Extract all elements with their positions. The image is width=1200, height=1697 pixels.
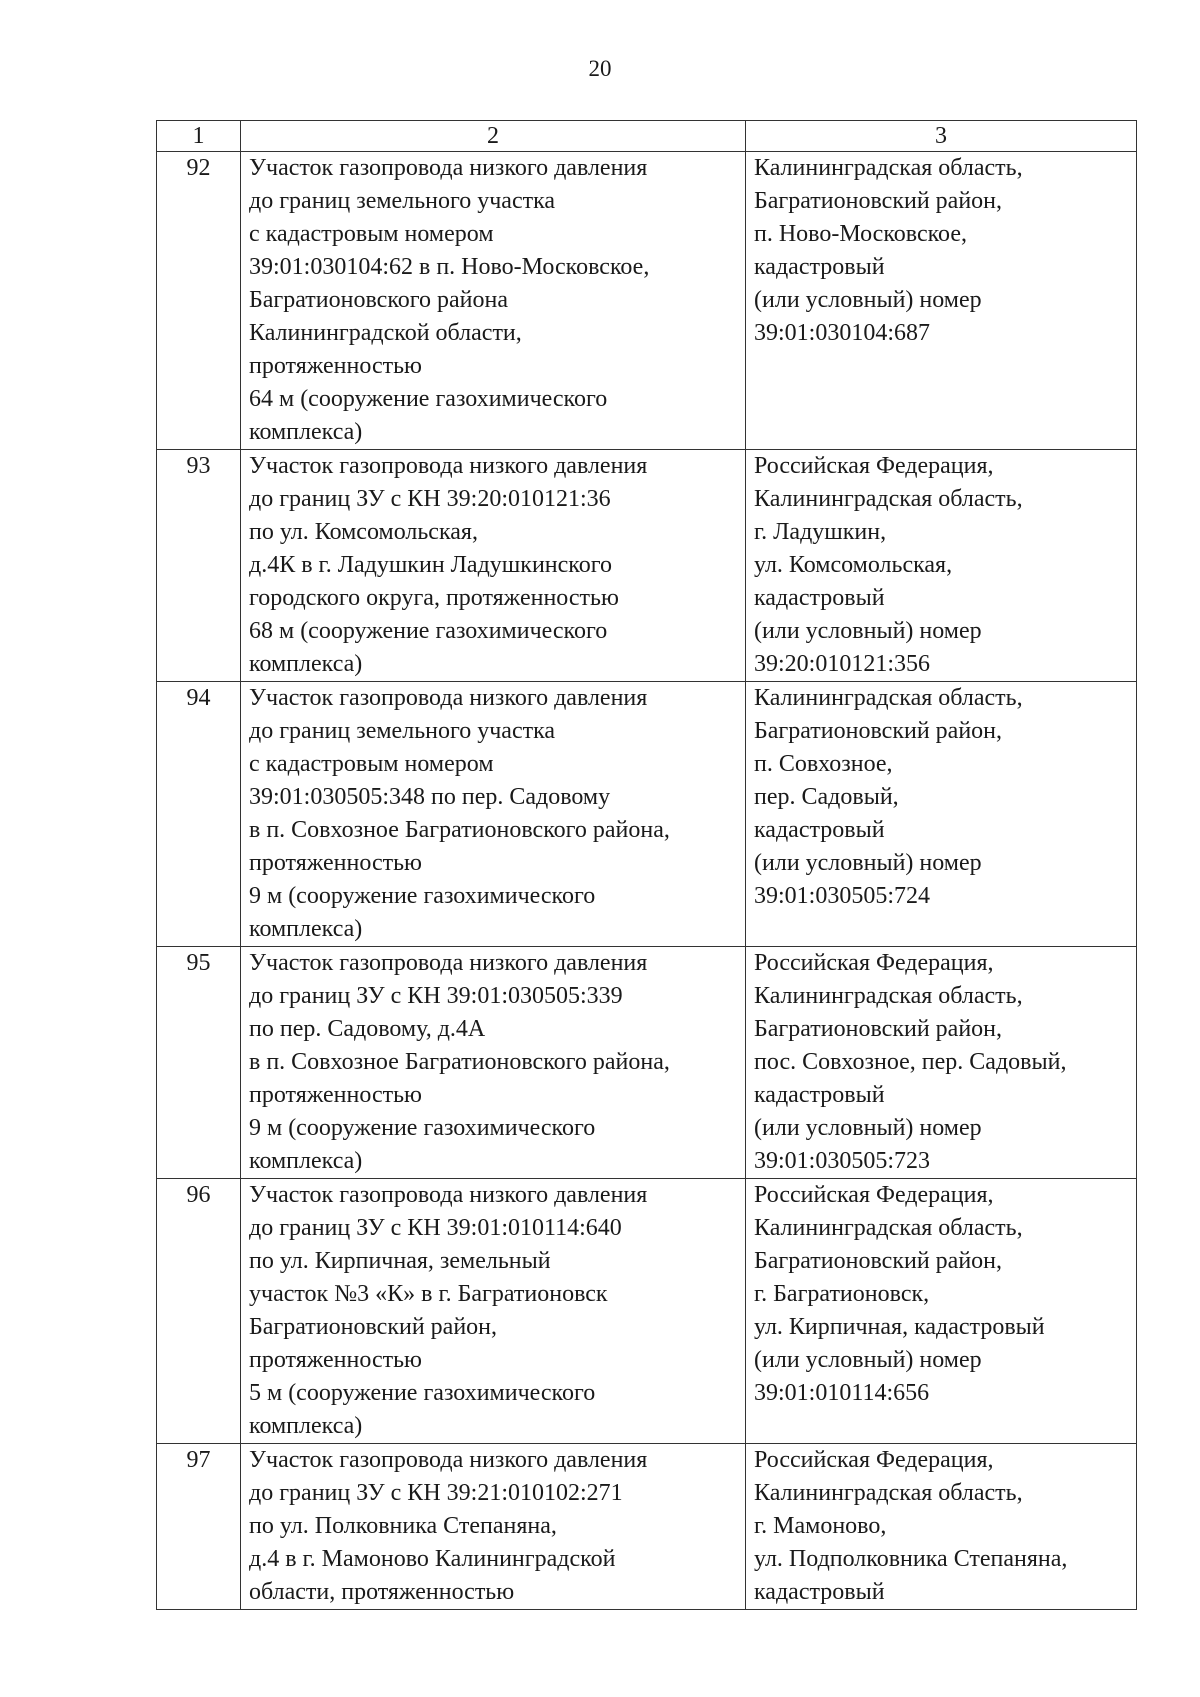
address-line: Калининградская область, [754, 486, 1023, 512]
description-line: комплекса) [249, 1148, 363, 1174]
description-line: 68 м (сооружение газохимического [249, 618, 608, 644]
address-line: ул. Комсомольская, [754, 552, 953, 578]
object-description [241, 947, 746, 1179]
description-line: Участок газопровода низкого давления [249, 155, 648, 181]
description-line: до границ земельного участка [249, 718, 556, 744]
address-line: Багратионовский район, [754, 718, 1003, 744]
address-line: Российская Федерация, [754, 1447, 994, 1473]
description-line: 9 м (сооружение газохимического [249, 1115, 596, 1141]
address-line: Багратионовский район, [754, 1248, 1003, 1274]
address-line: п. Совхозное, [754, 751, 893, 777]
header-col-3: 3 [746, 121, 1137, 152]
description-line: до границ ЗУ с КН 39:20:010121:36 [249, 486, 611, 512]
description-line: 64 м (сооружение газохимического [249, 386, 608, 412]
description-line: протяженностью [249, 850, 422, 876]
address-line: Российская Федерация, [754, 453, 994, 479]
description-line: в п. Совхозное Багратионовского района, [249, 817, 670, 843]
description-line: по пер. Садовому, д.4А [249, 1016, 486, 1042]
object-address [746, 947, 1137, 1179]
row-number: 92 [157, 152, 241, 450]
address-line: п. Ново-Московское, [754, 221, 967, 247]
description-line: протяженностью [249, 353, 422, 379]
description-line: до границ ЗУ с КН 39:01:010114:640 [249, 1215, 622, 1241]
address-line: 39:01:030104:687 [754, 320, 931, 346]
object-description [241, 1179, 746, 1444]
description-line: Багратионовский район, [249, 1314, 498, 1340]
address-line: Багратионовский район, [754, 188, 1003, 214]
row-number: 97 [157, 1444, 241, 1610]
address-line: кадастровый [754, 817, 885, 843]
address-line: г. Ладушкин, [754, 519, 887, 545]
row-number: 95 [157, 947, 241, 1179]
address-line: (или условный) номер [754, 1347, 982, 1373]
description-line: области, протяженностью [249, 1579, 515, 1605]
object-address [746, 682, 1137, 947]
address-line: ул. Подполковника Степаняна, [754, 1546, 1068, 1572]
description-line: Калининградской области, [249, 320, 522, 346]
description-line: д.4 в г. Мамоново Калининградской [249, 1546, 616, 1572]
table-row [157, 947, 1137, 1179]
object-address [746, 450, 1137, 682]
table-body [157, 152, 1137, 1610]
description-line: по ул. Кирпичная, земельный [249, 1248, 551, 1274]
description-line: Участок газопровода низкого давления [249, 950, 648, 976]
address-line: Российская Федерация, [754, 950, 994, 976]
description-line: с кадастровым номером [249, 751, 494, 777]
address-line: ул. Кирпичная, кадастровый [754, 1314, 1045, 1340]
object-address [746, 152, 1137, 450]
address-line: г. Багратионовск, [754, 1281, 930, 1307]
address-line: Багратионовский район, [754, 1016, 1003, 1042]
table-row [157, 1179, 1137, 1444]
registry-table [156, 120, 1137, 1610]
description-line: комплекса) [249, 1413, 363, 1439]
address-line: 39:01:010114:656 [754, 1380, 930, 1406]
description-line: 5 м (сооружение газохимического [249, 1380, 596, 1406]
address-line: пер. Садовый, [754, 784, 899, 810]
address-line: пос. Совхозное, пер. Садовый, [754, 1049, 1067, 1075]
description-line: участок №3 «К» в г. Багратионовск [249, 1281, 608, 1307]
description-line: по ул. Полковника Степаняна, [249, 1513, 557, 1539]
table-row [157, 682, 1137, 947]
description-line: до границ ЗУ с КН 39:21:010102:271 [249, 1480, 623, 1506]
address-line: Калининградская область, [754, 685, 1023, 711]
address-line: Калининградская область, [754, 983, 1023, 1009]
table-row [157, 450, 1137, 682]
description-line: д.4К в г. Ладушкин Ладушкинского [249, 552, 612, 578]
description-line: Участок газопровода низкого давления [249, 453, 648, 479]
description-line: Участок газопровода низкого давления [249, 685, 648, 711]
page-number: 20 [588, 56, 612, 81]
description-line: с кадастровым номером [249, 221, 494, 247]
row-number: 93 [157, 450, 241, 682]
row-number: 94 [157, 682, 241, 947]
address-line: кадастровый [754, 254, 885, 280]
header-row [157, 121, 1137, 152]
description-line: в п. Совхозное Багратионовского района, [249, 1049, 670, 1075]
address-line: Калининградская область, [754, 155, 1023, 181]
description-line: 39:01:030104:62 в п. Ново-Московское, [249, 254, 650, 280]
header-col-2: 2 [241, 121, 746, 152]
table-row [157, 1444, 1137, 1610]
description-line: 39:01:030505:348 по пер. Садовому [249, 784, 611, 810]
description-line: протяженностью [249, 1347, 422, 1373]
address-line: (или условный) номер [754, 850, 982, 876]
address-line: (или условный) номер [754, 287, 982, 313]
table-header [157, 121, 1137, 152]
address-line: г. Мамоново, [754, 1513, 887, 1539]
description-line: протяженностью [249, 1082, 422, 1108]
object-address [746, 1179, 1137, 1444]
object-description [241, 1444, 746, 1610]
address-line: 39:01:030505:723 [754, 1148, 931, 1174]
header-col-1: 1 [157, 121, 241, 152]
object-description [241, 682, 746, 947]
address-line: (или условный) номер [754, 618, 982, 644]
address-line: Российская Федерация, [754, 1182, 994, 1208]
description-line: комплекса) [249, 651, 363, 677]
address-line: 39:20:010121:356 [754, 651, 931, 677]
description-line: по ул. Комсомольская, [249, 519, 478, 545]
description-line: городского округа, протяженностью [249, 585, 619, 611]
description-line: Участок газопровода низкого давления [249, 1182, 648, 1208]
description-line: комплекса) [249, 419, 363, 445]
address-line: кадастровый [754, 1082, 885, 1108]
description-line: 9 м (сооружение газохимического [249, 883, 596, 909]
description-line: комплекса) [249, 916, 363, 942]
description-line: до границ ЗУ с КН 39:01:030505:339 [249, 983, 623, 1009]
description-line: Багратионовского района [249, 287, 509, 313]
description-line: до границ земельного участка [249, 188, 556, 214]
address-line: Калининградская область, [754, 1215, 1023, 1241]
object-description [241, 450, 746, 682]
address-line: кадастровый [754, 585, 885, 611]
description-line: Участок газопровода низкого давления [249, 1447, 648, 1473]
object-description [241, 152, 746, 450]
address-line: Калининградская область, [754, 1480, 1023, 1506]
address-line: кадастровый [754, 1579, 885, 1605]
table-row [157, 152, 1137, 450]
row-number: 96 [157, 1179, 241, 1444]
address-line: (или условный) номер [754, 1115, 982, 1141]
object-address [746, 1444, 1137, 1610]
address-line: 39:01:030505:724 [754, 883, 931, 909]
